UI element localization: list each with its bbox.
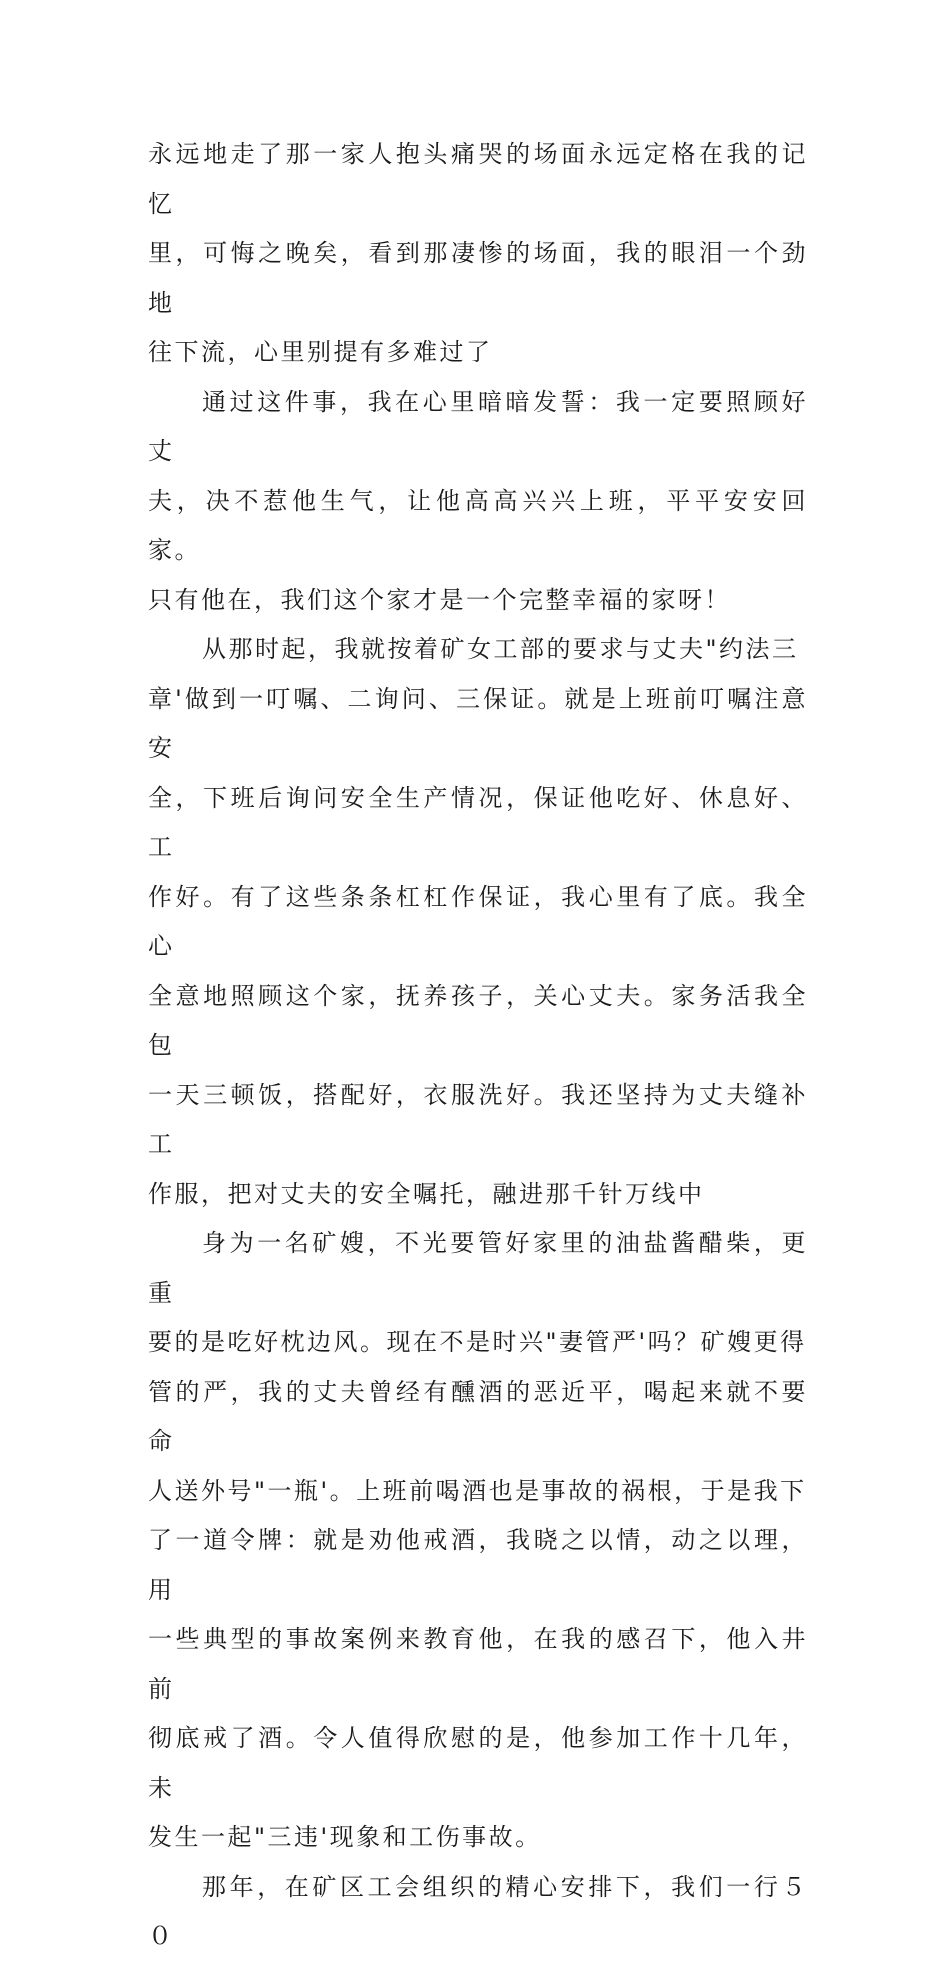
paragraph-2: 通过这件事，我在心里暗暗发誓：我一定要照顾好丈 夫，决不惹他生气，让他高高兴兴上班，平平安安回家。 只有他在，我们这个家才是一个完整幸福的家呀！ (148, 387, 808, 614)
paragraph-1: 永远地走了那一家人抱头痛哭的场面永远定格在我的记忆 里，可悔之晚矣，看到那凄惨的场面，我的眼泪一个劲地 往下流，心里别提有多难过了 (148, 140, 808, 366)
paragraph-4: 身为一名矿嫂，不光要管好家里的油盐酱醋柴，更重 要的是吃好枕边风。现在不是时兴"妻管严'吗？矿嫂更得 管的严，我的丈夫曾经有醺酒的恶近平，喝起来就不要命 人送外号"一瓶'。上班前喝酒也是事故的祸根，于是我下 了一道令牌：就是劝他戒酒，我晓之以情，动之以理，用 一些典型的事故案例来教育他，在我的感召下，他入井前 彻底戒了酒。令人值得欣慰的是，他参加工作十几年，未 发生一起"三违'现象和工伤事故。 (148, 1229, 808, 1851)
paragraph-3: 从那时起，我就按着矿女工部的要求与丈夫"约法三 章'做到一叮嘱、二询问、三保证。就是上班前叮嘱注意安 全，下班后询问安全生产情况，保证他吃好、休息好、工 作好。有了这些条条杠杠作保证，我心里有了底。我全心 全意地照顾这个家，抚养孩子，关心丈夫。家务活我全包 一天三顿饭，搭配好，衣服洗好。我还坚持为丈夫缝补工 作服，把对丈夫的安全嘱托，融进那千针万线中 (148, 635, 808, 1208)
body-text (148, 130, 808, 1962)
paragraph-5: 那年，在矿区工会组织的精心安排下，我们一行５０ (148, 1872, 808, 1950)
